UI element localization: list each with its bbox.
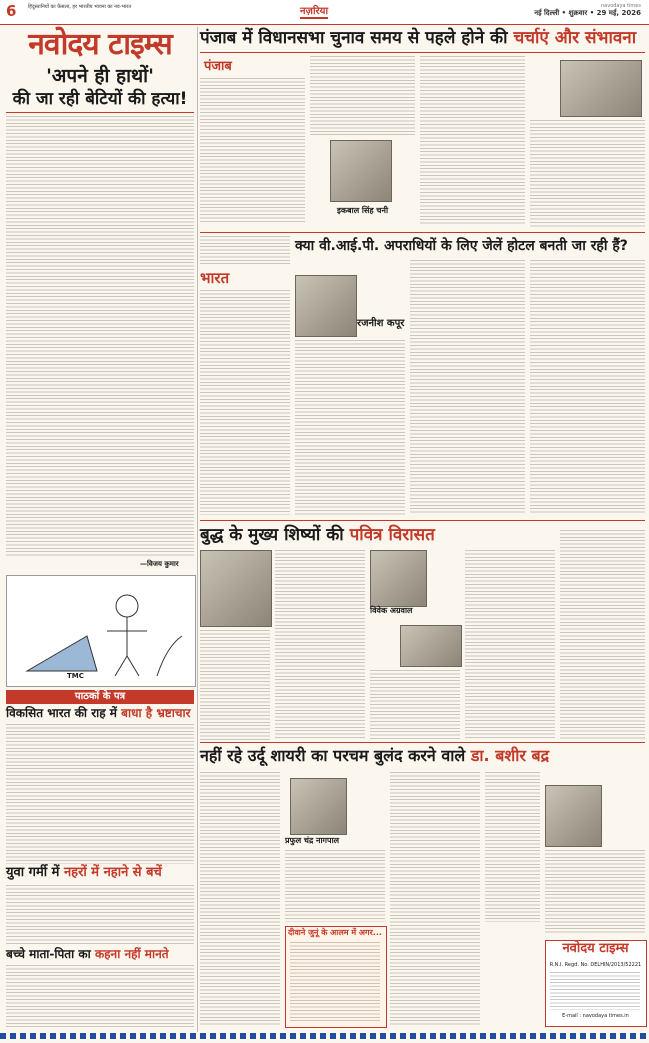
letter-headline: विकसित भारत की राह में बाधा है भ्रष्टाचार [6, 706, 191, 720]
urdu-body [545, 850, 645, 935]
letter-headline: बच्चे माता-पिता का कहना नहीं मानते [6, 947, 169, 961]
urdu-poem-body [290, 942, 380, 1022]
punjab-kicker: पंजाब [204, 59, 232, 74]
footer-reg: R.N.I. Regd. No. DELHIN/2013/52221 [549, 962, 642, 968]
section-title: नज़रिया [300, 3, 328, 19]
urdu-headline: नहीं रहे उर्दू शायरी का परचम बुलंद करने वाले डा. बशीर बद्र [200, 746, 550, 765]
dateline [534, 3, 641, 18]
article-byline: —विजय कुमार [140, 560, 179, 568]
urdu-body [390, 772, 480, 1027]
urdu-body [200, 772, 280, 1027]
buddha-body [560, 530, 645, 740]
punjab-body [200, 78, 305, 223]
punjab-body [530, 120, 645, 228]
vip-body [410, 260, 525, 515]
punjab-body [420, 56, 525, 226]
footer-logo: नवोदय टाइम्स [562, 941, 629, 956]
header-tagline: हिंदुस्तानियों का फ़ैसला, हर भारतीय भावना का नव-भारत [28, 4, 132, 10]
buddha-body [370, 670, 460, 740]
letter-headline: युवा गर्मी में नहरों में नहाने से बचें [6, 865, 162, 880]
punjab-author: इकबाल सिंह चनी [336, 206, 389, 215]
relics-photo-icon [400, 625, 462, 667]
masthead-logo: नवोदय टाइम्स [28, 27, 172, 62]
letter-body [6, 724, 194, 864]
letters-title: पाठकों के पत्र [74, 691, 126, 702]
cartoon-caption: TMC [67, 672, 84, 680]
vip-author: रजनीश कपूर [357, 318, 405, 329]
author-photo-icon [295, 275, 357, 337]
issue-date: नई दिल्ली • शुक्रवार • 29 मई, 2026 [534, 9, 641, 17]
punjab-photo-icon [560, 60, 642, 117]
page-number: 6 [6, 2, 17, 20]
punjab-body [310, 56, 415, 136]
header-url: navodaya times [600, 3, 641, 9]
vip-body [200, 290, 290, 515]
urdu-body [485, 772, 540, 922]
punjab-headline: पंजाब में विधानसभा चुनाव समय से पहले होने की चर्चाएं और संभावना [200, 28, 637, 48]
buddha-body [465, 550, 555, 740]
author-photo-icon [370, 550, 427, 607]
vip-body [200, 236, 290, 266]
letter-body [6, 885, 194, 945]
footer-email: E-mail : navodaya times.in [562, 1013, 629, 1019]
article-headline: की जा रही बेटियों की हत्या! [12, 89, 188, 109]
urdu-body [285, 850, 385, 922]
vip-headline: क्या वी.आई.पी. अपराधियों के लिए जेलें होटल बनती जा रही हैं? [295, 238, 628, 254]
letter-body [6, 965, 194, 1027]
author-photo-icon [290, 778, 347, 835]
cartoon [6, 575, 196, 687]
vip-body [530, 260, 645, 515]
author-photo-icon [330, 140, 392, 202]
buddha-headline: बुद्ध के मुख्य शिष्यों की पवित्र विरासत [200, 525, 435, 545]
urdu-poem-title: दीवाने जुनूं के आलम में अगर... [288, 928, 382, 937]
buddha-photo-icon [200, 550, 272, 627]
buddha-body [200, 630, 270, 740]
bottom-strip [0, 1033, 649, 1039]
buddha-author: विवेक अग्रवाल [370, 606, 413, 615]
buddha-body [275, 550, 365, 740]
masthead-slogan: 'अपने ही हाथों' [46, 65, 154, 87]
article-body [6, 116, 194, 556]
cartoon-drawing-icon [7, 576, 195, 686]
footer-body [550, 972, 640, 1010]
vip-kicker: भारत [200, 269, 230, 287]
vip-body [295, 340, 405, 515]
poet-photo-icon [545, 785, 602, 847]
urdu-author: प्रफुल चंद्र नागपाल [285, 836, 340, 845]
